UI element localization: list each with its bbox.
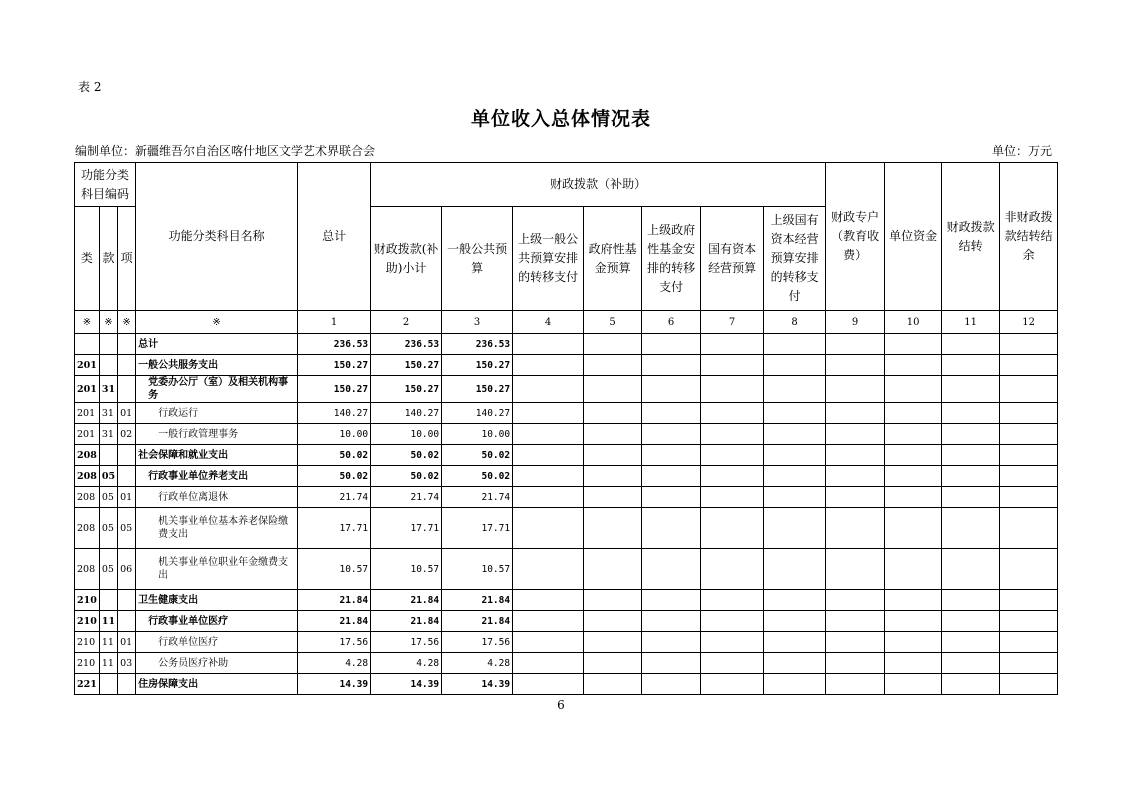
col-number: 12 [1000,311,1058,334]
empty-cell [764,549,826,590]
empty-cell [584,549,642,590]
fiscal-subtotal-cell: 140.27 [371,403,442,424]
empty-cell [584,590,642,611]
empty-cell [1000,508,1058,549]
general-budget-header: 一般公共预算 [442,207,513,311]
general-budget-cell: 150.27 [442,376,513,403]
lei-cell: 201 [75,376,100,403]
xiang-cell [118,674,136,695]
total-cell: 150.27 [298,355,371,376]
empty-cell [584,611,642,632]
table-row [75,355,1058,376]
empty-cell [642,403,701,424]
table-row [75,674,1058,695]
empty-cell [942,403,1000,424]
total-cell: 10.00 [298,424,371,445]
empty-cell [701,611,764,632]
empty-cell [885,445,942,466]
empty-cell [513,653,584,674]
empty-cell [764,403,826,424]
lei-cell: 210 [75,632,100,653]
empty-cell [826,466,885,487]
fiscal-subtotal-cell: 50.02 [371,445,442,466]
item-name-cell: 一般公共服务支出 [136,355,298,376]
empty-cell [764,632,826,653]
empty-cell [513,424,584,445]
empty-cell [764,445,826,466]
empty-cell [942,445,1000,466]
empty-cell [584,508,642,549]
empty-cell [826,376,885,403]
empty-cell [584,466,642,487]
empty-cell [701,466,764,487]
unit-funds-header: 单位资金 [885,163,942,311]
col-number: 8 [764,311,826,334]
empty-cell [513,403,584,424]
kuan-cell: 05 [99,487,117,508]
upper-general-transfer-header: 上级一般公共预算安排的转移支付 [513,207,584,311]
empty-cell [642,632,701,653]
empty-cell [701,376,764,403]
empty-cell [942,334,1000,355]
xiang-cell: 03 [118,653,136,674]
empty-cell [1000,632,1058,653]
empty-cell [584,653,642,674]
fiscal-subtotal-cell: 150.27 [371,355,442,376]
kuan-cell: 05 [99,508,117,549]
lei-cell: 208 [75,508,100,549]
empty-cell [642,549,701,590]
empty-cell [942,487,1000,508]
table-row [75,549,1058,590]
empty-cell [764,611,826,632]
empty-cell [826,334,885,355]
total-cell: 21.84 [298,611,371,632]
empty-cell [513,466,584,487]
document-title: 单位收入总体情况表 [470,108,651,130]
empty-cell [942,424,1000,445]
xiang-cell [118,590,136,611]
kuan-cell: 31 [99,376,117,403]
empty-cell [885,611,942,632]
general-budget-cell: 140.27 [442,403,513,424]
empty-cell [826,403,885,424]
empty-cell [1000,653,1058,674]
kuan-cell: 11 [99,632,117,653]
general-budget-cell: 50.02 [442,445,513,466]
empty-cell [1000,403,1058,424]
empty-cell [826,508,885,549]
lei-cell: 208 [75,549,100,590]
xiang-cell [118,445,136,466]
empty-cell [885,632,942,653]
empty-cell [642,466,701,487]
kuan-cell: 11 [99,611,117,632]
table-number: 表 2 [78,80,102,94]
empty-cell [642,445,701,466]
empty-cell [701,355,764,376]
empty-cell [584,403,642,424]
empty-cell [642,424,701,445]
item-name-cell: 一般行政管理事务 [136,424,298,445]
fiscal-subtotal-cell: 50.02 [371,466,442,487]
empty-cell [513,590,584,611]
kuan-header: 款 [99,207,117,311]
table-row [75,403,1058,424]
general-budget-cell: 14.39 [442,674,513,695]
total-cell: 150.27 [298,376,371,403]
empty-cell [764,376,826,403]
item-name-cell: 行政单位医疗 [136,632,298,653]
empty-cell [826,674,885,695]
table-row [75,653,1058,674]
empty-cell [942,632,1000,653]
empty-cell [642,334,701,355]
fiscal-special-header: 财政专户（教育收费） [826,163,885,311]
fiscal-subtotal-header: 财政拨款(补助)小计 [371,207,442,311]
empty-cell [885,508,942,549]
upper-state-transfer-header: 上级国有资本经营预算安排的转移支付 [764,207,826,311]
empty-cell [942,674,1000,695]
xiang-cell [118,466,136,487]
kuan-cell [99,674,117,695]
lei-cell: 201 [75,403,100,424]
empty-cell [701,508,764,549]
empty-cell [584,674,642,695]
col-number: ※ [99,311,117,334]
lei-cell: 201 [75,355,100,376]
table-row [75,611,1058,632]
empty-cell [584,445,642,466]
empty-cell [701,549,764,590]
state-capital-header: 国有资本经营预算 [701,207,764,311]
empty-cell [1000,466,1058,487]
empty-cell [764,508,826,549]
empty-cell [1000,487,1058,508]
kuan-cell [99,590,117,611]
empty-cell [826,590,885,611]
empty-cell [1000,674,1058,695]
fiscal-subtotal-cell: 236.53 [371,334,442,355]
empty-cell [764,674,826,695]
col-number: 7 [701,311,764,334]
empty-cell [513,355,584,376]
empty-cell [513,674,584,695]
empty-cell [942,466,1000,487]
empty-cell [642,487,701,508]
general-budget-cell: 236.53 [442,334,513,355]
empty-cell [513,632,584,653]
fiscal-subtotal-cell: 17.71 [371,508,442,549]
xiang-cell: 02 [118,424,136,445]
income-summary-table [74,162,1058,695]
total-cell: 140.27 [298,403,371,424]
col-number: ※ [118,311,136,334]
empty-cell [764,590,826,611]
empty-cell [1000,549,1058,590]
empty-cell [701,403,764,424]
general-budget-cell: 50.02 [442,466,513,487]
item-name-cell: 公务员医疗补助 [136,653,298,674]
empty-cell [701,334,764,355]
empty-cell [1000,424,1058,445]
xiang-cell: 06 [118,549,136,590]
empty-cell [642,674,701,695]
empty-cell [826,355,885,376]
empty-cell [826,611,885,632]
empty-cell [584,487,642,508]
lei-cell: 208 [75,445,100,466]
empty-cell [513,549,584,590]
lei-cell: 210 [75,611,100,632]
general-budget-cell: 21.74 [442,487,513,508]
empty-cell [701,653,764,674]
empty-cell [642,611,701,632]
empty-cell [701,590,764,611]
item-name-cell: 行政运行 [136,403,298,424]
func-code-group-header: 功能分类科目编码 [75,163,136,207]
lei-cell: 221 [75,674,100,695]
col-number: 11 [942,311,1000,334]
empty-cell [513,508,584,549]
item-name-cell: 行政事业单位医疗 [136,611,298,632]
empty-cell [826,424,885,445]
empty-cell [885,549,942,590]
total-cell: 236.53 [298,334,371,355]
item-name-cell: 总计 [136,334,298,355]
item-name-cell: 行政单位离退休 [136,487,298,508]
xiang-cell: 01 [118,632,136,653]
empty-cell [513,334,584,355]
xiang-header: 项 [118,207,136,311]
nonfiscal-carryover-header: 非财政拨款结转结余 [1000,163,1058,311]
kuan-cell: 31 [99,424,117,445]
total-cell: 17.56 [298,632,371,653]
empty-cell [885,653,942,674]
empty-cell [584,424,642,445]
empty-cell [1000,611,1058,632]
empty-cell [764,334,826,355]
empty-cell [942,508,1000,549]
lei-cell: 208 [75,466,100,487]
item-name-cell: 住房保障支出 [136,674,298,695]
xiang-cell [118,376,136,403]
table-row [75,334,1058,355]
empty-cell [942,653,1000,674]
general-budget-cell: 17.71 [442,508,513,549]
lei-cell: 210 [75,590,100,611]
empty-cell [826,487,885,508]
xiang-cell: 01 [118,403,136,424]
general-budget-cell: 4.28 [442,653,513,674]
table-row [75,487,1058,508]
empty-cell [764,466,826,487]
fiscal-subtotal-cell: 10.00 [371,424,442,445]
item-name-cell: 机关事业单位职业年金缴费支出 [136,549,298,590]
table-row [75,376,1058,403]
empty-cell [826,653,885,674]
empty-cell [885,590,942,611]
fiscal-group-header: 财政拨款（补助） [371,163,826,207]
empty-cell [885,376,942,403]
col-number: 4 [513,311,584,334]
col-number: 1 [298,311,371,334]
xiang-cell: 01 [118,487,136,508]
empty-cell [885,403,942,424]
kuan-cell: 31 [99,403,117,424]
fiscal-subtotal-cell: 21.84 [371,590,442,611]
empty-cell [642,376,701,403]
compiling-unit: 编制单位：新疆维吾尔自治区喀什地区文学艺术界联合会 [75,144,376,158]
empty-cell [1000,445,1058,466]
item-name-cell: 卫生健康支出 [136,590,298,611]
empty-cell [701,632,764,653]
empty-cell [513,487,584,508]
fiscal-subtotal-cell: 4.28 [371,653,442,674]
empty-cell [885,424,942,445]
empty-cell [701,424,764,445]
general-budget-cell: 10.57 [442,549,513,590]
empty-cell [584,632,642,653]
empty-cell [942,355,1000,376]
total-cell: 50.02 [298,466,371,487]
empty-cell [885,355,942,376]
fiscal-subtotal-cell: 150.27 [371,376,442,403]
empty-cell [1000,376,1058,403]
table-row [75,590,1058,611]
general-budget-cell: 21.84 [442,611,513,632]
total-cell: 4.28 [298,653,371,674]
empty-cell [942,611,1000,632]
page-number: 6 [557,698,565,712]
general-budget-cell: 150.27 [442,355,513,376]
total-header: 总计 [298,163,371,311]
col-number: 2 [371,311,442,334]
empty-cell [701,487,764,508]
empty-cell [513,445,584,466]
empty-cell [885,334,942,355]
kuan-cell: 05 [99,466,117,487]
empty-cell [826,549,885,590]
empty-cell [642,508,701,549]
empty-cell [885,487,942,508]
fiscal-subtotal-cell: 21.84 [371,611,442,632]
table-row [75,508,1058,549]
empty-cell [1000,334,1058,355]
empty-cell [1000,355,1058,376]
empty-cell [826,445,885,466]
total-cell: 17.71 [298,508,371,549]
lei-header: 类 [75,207,100,311]
gov-fund-header: 政府性基金预算 [584,207,642,311]
empty-cell [885,466,942,487]
item-name-cell: 党委办公厅（室）及相关机构事务 [136,376,298,403]
empty-cell [642,590,701,611]
fiscal-subtotal-cell: 10.57 [371,549,442,590]
fiscal-subtotal-cell: 17.56 [371,632,442,653]
total-cell: 50.02 [298,445,371,466]
total-cell: 10.57 [298,549,371,590]
empty-cell [826,632,885,653]
total-cell: 14.39 [298,674,371,695]
empty-cell [764,487,826,508]
empty-cell [701,445,764,466]
col-number: 3 [442,311,513,334]
total-cell: 21.84 [298,590,371,611]
col-number: 10 [885,311,942,334]
table-row [75,445,1058,466]
empty-cell [764,653,826,674]
xiang-cell [118,355,136,376]
upper-fund-transfer-header: 上级政府性基金安排的转移支付 [642,207,701,311]
empty-cell [584,376,642,403]
col-number: 9 [826,311,885,334]
empty-cell [701,674,764,695]
empty-cell [942,376,1000,403]
empty-cell [513,611,584,632]
xiang-cell [118,611,136,632]
empty-cell [1000,590,1058,611]
empty-cell [942,590,1000,611]
general-budget-cell: 10.00 [442,424,513,445]
kuan-cell [99,334,117,355]
item-name-cell: 机关事业单位基本养老保险缴费支出 [136,508,298,549]
lei-cell: 201 [75,424,100,445]
xiang-cell: 05 [118,508,136,549]
fiscal-subtotal-cell: 21.74 [371,487,442,508]
kuan-cell: 05 [99,549,117,590]
general-budget-cell: 21.84 [442,590,513,611]
empty-cell [942,549,1000,590]
fiscal-subtotal-cell: 14.39 [371,674,442,695]
empty-cell [764,355,826,376]
col-number: ※ [136,311,298,334]
kuan-cell [99,355,117,376]
total-cell: 21.74 [298,487,371,508]
lei-cell: 208 [75,487,100,508]
item-name-cell: 行政事业单位养老支出 [136,466,298,487]
func-name-header: 功能分类科目名称 [136,163,298,311]
empty-cell [513,376,584,403]
col-number: 5 [584,311,642,334]
empty-cell [584,334,642,355]
item-name-cell: 社会保障和就业支出 [136,445,298,466]
empty-cell [642,653,701,674]
currency-unit: 单位：万元 [991,144,1052,158]
table-row [75,424,1058,445]
xiang-cell [118,334,136,355]
col-number: ※ [75,311,100,334]
general-budget-cell: 17.56 [442,632,513,653]
empty-cell [764,424,826,445]
empty-cell [584,355,642,376]
empty-cell [642,355,701,376]
kuan-cell: 11 [99,653,117,674]
table-row [75,632,1058,653]
table-row [75,466,1058,487]
lei-cell: 210 [75,653,100,674]
empty-cell [885,674,942,695]
lei-cell [75,334,100,355]
col-number: 6 [642,311,701,334]
column-number-row [75,311,1058,334]
fiscal-carryover-header: 财政拨款结转 [942,163,1000,311]
kuan-cell [99,445,117,466]
